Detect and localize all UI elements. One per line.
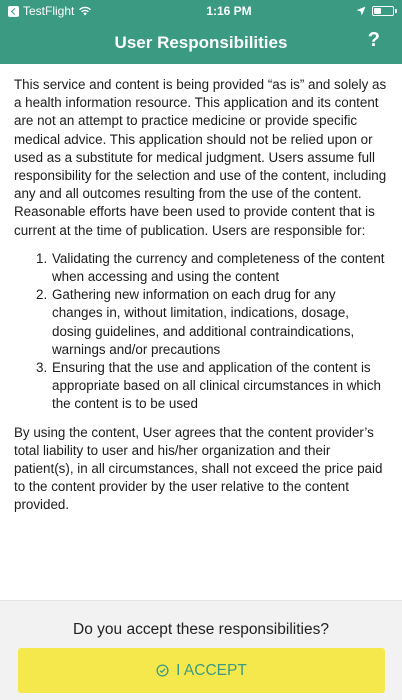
battery-fill: [374, 8, 381, 14]
responsibilities-content: [0, 64, 402, 600]
accept-footer: [0, 600, 402, 700]
list-item: [36, 359, 388, 414]
list-item: [36, 250, 388, 286]
location-arrow-icon: [356, 6, 366, 16]
battery-icon: [372, 6, 394, 16]
nav-bar: [0, 22, 402, 64]
wifi-icon: [78, 6, 92, 16]
list-item-number: 1.: [36, 250, 48, 266]
closing-paragraph: By using the content, User agrees that the content provider’s total liability to user and his/her organization and their patient(s), in all circumstances, shall not exceed the price paid to the content provider by the user relative to the content provided.: [14, 424, 383, 513]
list-item-text: Ensuring that the use and application of the content is appropriate based on all clinical circumstances in which the content is to be used: [52, 360, 381, 412]
list-item-text: Gathering new information on each drug for any changes in, without limitation, indications, dosage, dosing guidelines, and additional contraindications, warnings and/or precautions: [52, 287, 355, 357]
check-circle-icon: [156, 664, 169, 677]
list-item: [36, 286, 388, 359]
help-button[interactable]: ?: [367, 29, 380, 51]
list-item-number: 2.: [36, 287, 48, 303]
intro-paragraph: This service and content is being provided “as is” and solely as a health information resource. This application and its content are not an attempt to practice medicine or provide specific medical advice. This application should not be relied upon or used as a substitute for medical judgment. Users assume full responsibility for the selection and use of the content, including any and all outcomes resulting from the use of the content. Reasonable efforts have been used to provide content that is current at the time of publication. Users are responsible for:: [14, 77, 387, 238]
responsibilities-list: [14, 250, 388, 414]
status-left: [8, 4, 138, 18]
back-arrow-icon[interactable]: [8, 6, 19, 17]
accept-button-label[interactable]: I ACCEPT: [176, 661, 247, 679]
page-title: User Responsibilities: [114, 33, 288, 52]
status-right: [356, 6, 394, 16]
back-app-label[interactable]: TestFlight: [23, 4, 75, 18]
status-time: 1:16 PM: [206, 4, 252, 18]
accept-question: Do you accept these responsibilities?: [73, 621, 329, 638]
list-item-number: 3.: [36, 360, 48, 376]
status-bar: [0, 0, 402, 22]
list-item-text: Validating the currency and completeness of the content when accessing and using the content: [52, 250, 385, 285]
accept-button[interactable]: [18, 648, 385, 693]
